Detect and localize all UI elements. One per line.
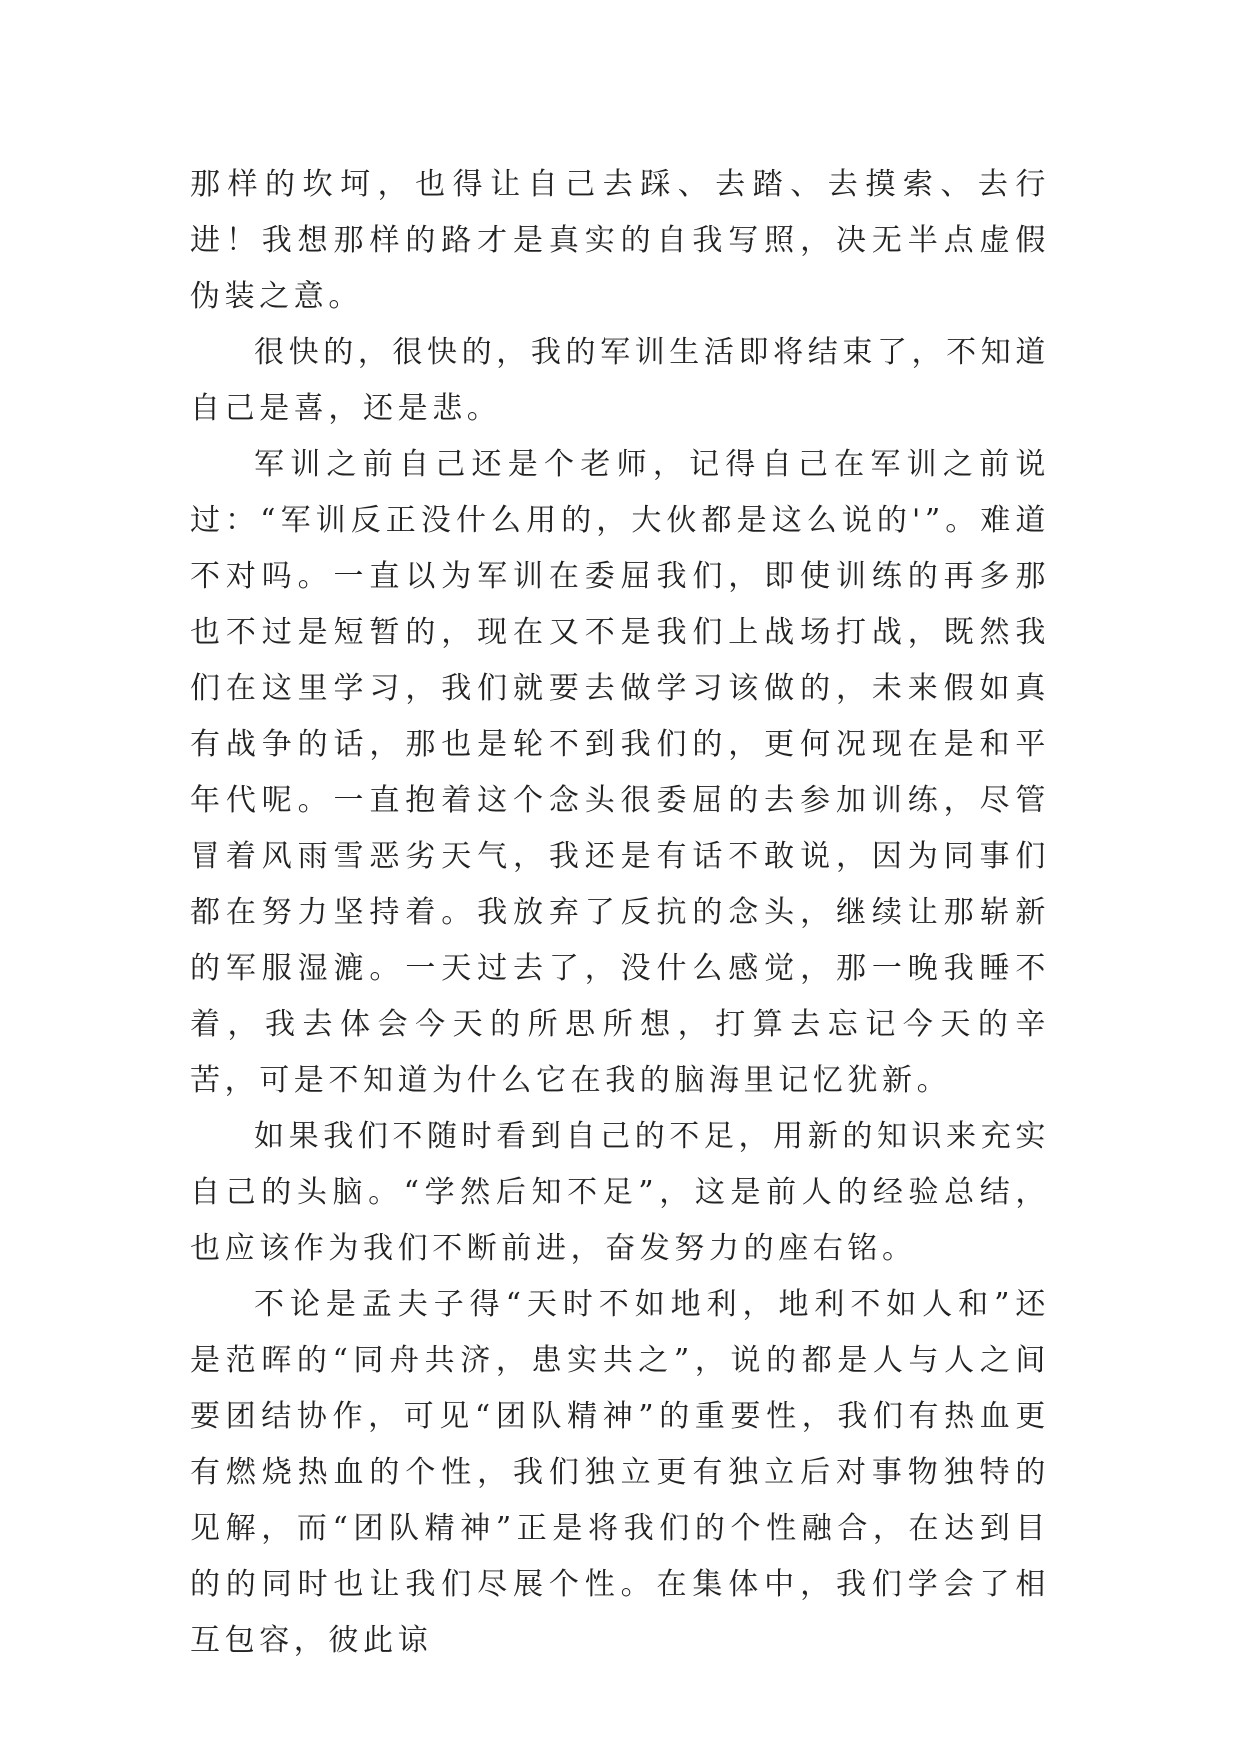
paragraph-continuation: 那样的坎坷，也得让自己去踩、去踏、去摸索、去行进！我想那样的路才是真实的自我写照，决无半点虚假伪装之意。 <box>190 167 1050 314</box>
paragraph-self-improvement: 如果我们不随时看到自己的不足，用新的知识来充实自己的头脑。“学然后知不足”，这是前人的经验总结，也应该作为我们不断前进，奋发努力的座右铭。 <box>190 1119 1050 1266</box>
document-body <box>190 157 1050 1669</box>
paragraph-team-spirit: 不论是孟夫子得“天时不如地利，地利不如人和”还是范晖的“同舟共济，患实共之”，说的都是人与人之间要团结协作，可见“团队精神”的重要性，我们有热血更有燃烧热血的个性，我们独立更有独立后对事物独特的见解，而“团队精神”正是将我们的个性融合，在达到目的的同时也让我们尽展个性。在集体中，我们学会了相互包容，彼此谅 <box>190 1287 1050 1658</box>
paragraph-training-ending: 很快的，很快的，我的军训生活即将结束了，不知道自己是喜，还是悲。 <box>190 335 1050 426</box>
paragraph-before-training: 军训之前自己还是个老师，记得自己在军训之前说过：“军训反正没什么用的，大伙都是这么说的'”。难道不对吗。一直以为军训在委屈我们，即使训练的再多那也不过是短暂的，现在又不是我们上战场打战，既然我们在这里学习，我们就要去做学习该做的，未来假如真有战争的话，那也是轮不到我们的，更何况现在是和平年代呢。一直抱着这个念头很委屈的去参加训练，尽管冒着风雨雪恶劣天气，我还是有话不敢说，因为同事们都在努力坚持着。我放弃了反抗的念头，继续让那崭新的军服湿漉。一天过去了，没什么感觉，那一晚我睡不着，我去体会今天的所思所想，打算去忘记今天的辛苦，可是不知道为什么它在我的脑海里记忆犹新。 <box>190 447 1050 1098</box>
